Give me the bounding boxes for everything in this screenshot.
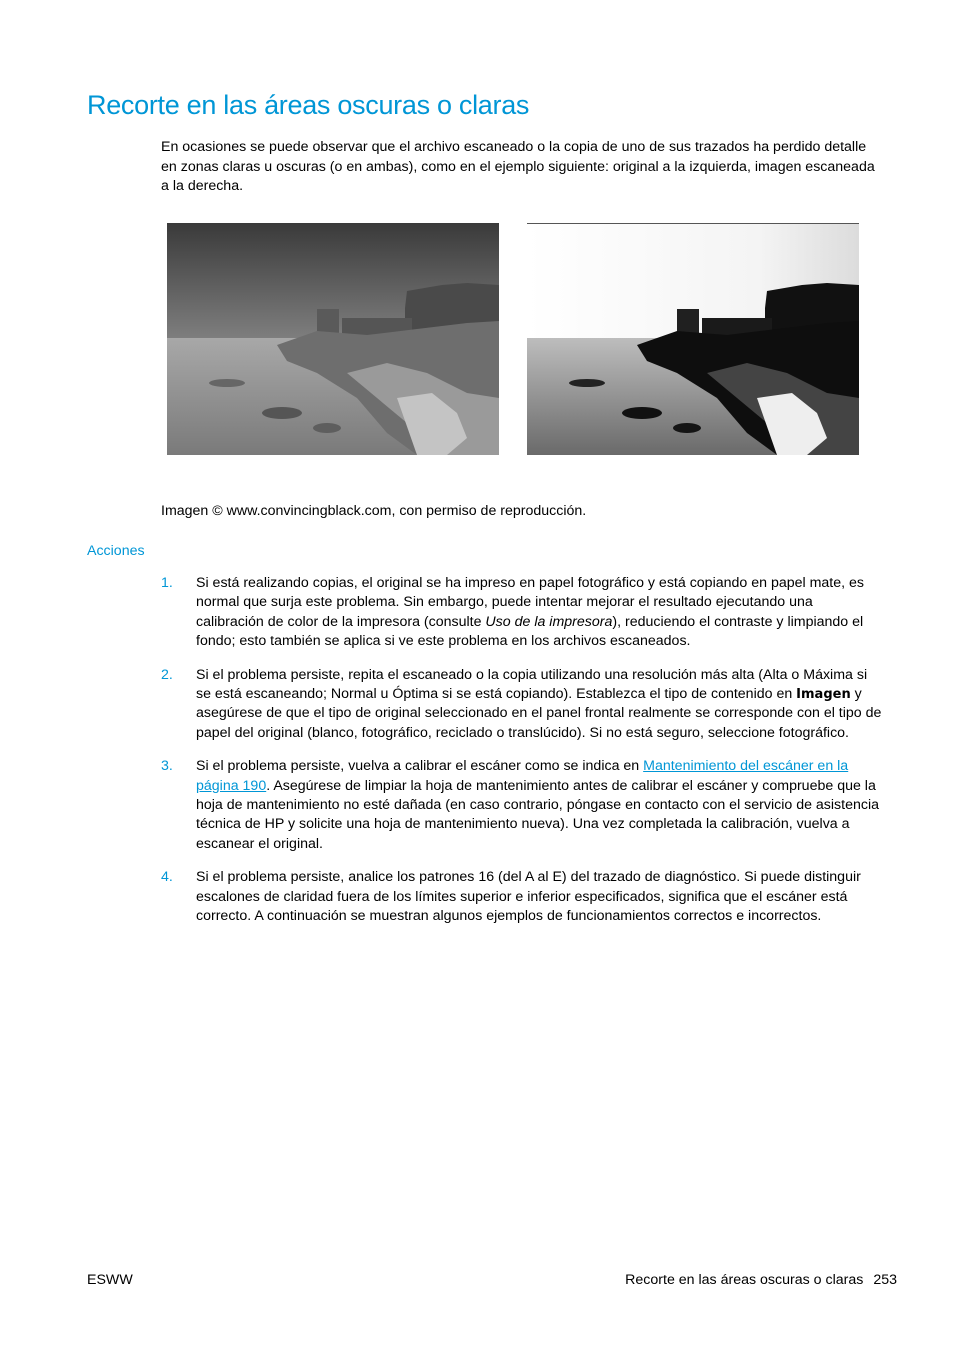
step-text: . Asegúrese de limpiar la hoja de mantenimiento antes de calibrar el escáner y compruebe que la hoja de mantenimiento no esté dañada (en caso contrario, póngase en contacto con el servicio de asistencia técnica de HP y solicite una hoja de mantenimiento nueva). Una vez completada la calibración, vuelva a escanear el original. — [196, 777, 880, 852]
step-text: ), reduciendo el contraste y limpiando el fondo; esto también se aplica si ve este problema en los archivos escaneados. — [196, 613, 864, 650]
step-number: 1. — [161, 575, 173, 591]
step-1 — [0, 574, 882, 652]
photo-top-rule — [527, 223, 859, 224]
image-credit: Imagen © www.convincingblack.com, con permiso de reproducción. — [161, 503, 587, 519]
scanner-maintenance-link[interactable]: Mantenimiento del escáner en la página 190 — [196, 758, 849, 794]
section-title-acciones: Acciones — [87, 543, 145, 559]
intro-paragraph: En ocasiones se puede observar que el archivo escaneado o la copia de uno de sus trazados ha perdido detalle en zonas claras u oscuras (o en ambas), como en el ejemplo siguiente: original a la izquierda, imagen escaneada a la derecha. — [161, 139, 875, 194]
page-title: Recorte en las áreas oscuras o claras — [87, 90, 530, 120]
step-text: Si el problema persiste, repita el escaneado o la copia utilizando una resolución más alta (Alta o Máxima si se está escaneando; Normal u Óptima si se está copiando). Establezca el tipo de contenido en — [196, 666, 868, 703]
step-3 — [0, 757, 882, 854]
footer-chapter-title: Recorte en las áreas oscuras o claras — [625, 1272, 864, 1288]
scanned-photo — [527, 223, 859, 455]
ui-term: Imagen — [796, 687, 851, 703]
step-text: Si el problema persiste, vuelva a calibrar el escáner como se indica en — [196, 758, 644, 775]
original-photo — [167, 223, 499, 455]
step-number: 2. — [161, 666, 173, 683]
steps-list — [0, 574, 954, 941]
step-number: 4. — [161, 869, 173, 886]
step-number: 3. — [161, 758, 173, 775]
step-text: Si el problema persiste, analice los patrones 16 (del A al E) del trazado de diagnóstico. Si puede distinguir escalones de claridad fuera de los límites superior e inferior especificados, significa que el escáner está correcto. A continuación se muestran algunos ejemplos de funcionamientos correctos e incorrectos. — [196, 869, 861, 925]
footer-right — [625, 1272, 897, 1288]
page-number: 253 — [873, 1272, 897, 1288]
step-2 — [0, 666, 882, 744]
step-text: Si está realizando copias, el original se ha impreso en papel fotográfico y está copiando en papel mate, es normal que surja este problema. Sin embargo, puede intentar mejorar el resultado ejecutando una calibración de color de la impresora (consulte — [196, 575, 865, 630]
footer-left: ESWW — [87, 1272, 133, 1288]
step-text: y asegúrese de que el tipo de original seleccionado en el panel frontal realmente se corresponde con el tipo de papel del original (blanco, fotográfico, reciclado o translúcido). Si no está seguro, seleccione fotográfico. — [196, 686, 882, 741]
step-4 — [0, 868, 882, 926]
doc-reference: Uso de la impresora — [485, 613, 613, 630]
